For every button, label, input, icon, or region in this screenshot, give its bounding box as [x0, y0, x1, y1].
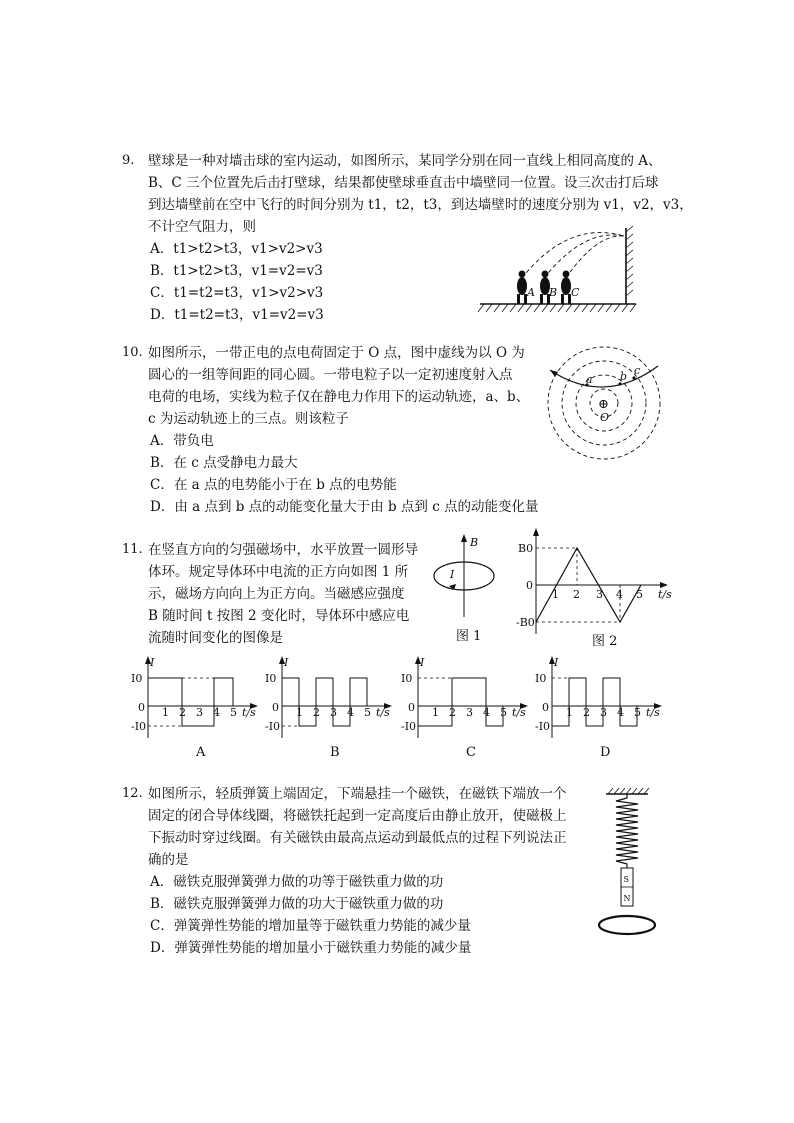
q11-answer-letter-d: D: [600, 745, 611, 760]
q11-d-tick-4: 4: [617, 706, 624, 719]
q11-a-tick-2: 2: [179, 706, 186, 719]
q11-answer-letter-c: C: [466, 745, 476, 760]
q11-c-tick-2: 2: [449, 706, 456, 719]
q11-b-tick-1: 1: [296, 706, 303, 719]
q11-d-tick-5: 5: [634, 706, 641, 719]
q11-c-i0: I0: [401, 672, 413, 685]
q10-label-b: b: [620, 370, 628, 383]
q11-stem-line-2: 体环。规定导体环中电流的正方向如图 1 所: [148, 564, 409, 580]
q11-figure-1: [432, 532, 502, 622]
q10-option-b: B．在 c 点受静电力最大: [150, 455, 298, 471]
q11-fig2-caption: 图 2: [592, 634, 618, 649]
q10-number: 10.: [122, 345, 143, 360]
q11-c-ylabel: I: [420, 656, 425, 669]
q12-option-d: D．弹簧弹性势能的增加量小于磁铁重力势能的减少量: [150, 940, 472, 956]
q12-option-a: A．磁铁克服弹簧弹力做的功等于磁铁重力做的功: [150, 874, 444, 890]
q11-answer-graph-a: [130, 654, 260, 740]
q11-number: 11.: [122, 542, 143, 557]
q11-b-tick-3: 3: [330, 706, 337, 719]
q12-stem-line-2: 固定的闭合导体线圈，将磁铁托起到一定高度后由静止放开，使磁极上: [148, 808, 567, 824]
q12-magnet-n: N: [623, 894, 631, 903]
q11-b-tick-5: 5: [364, 706, 371, 719]
q9-option-b: B．t1>t2>t3，v1=v2=v3: [150, 263, 323, 279]
q11-c-origin: 0: [408, 701, 415, 714]
q11-fig2-b0: B0: [518, 542, 534, 555]
q11-stem-line-3: 示，磁场方向向上为正方向。当磁感应强度: [148, 586, 405, 602]
q9-option-a: A．t1>t2>t3，v1>v2>v3: [150, 241, 323, 257]
q11-b-axis: t/s: [376, 706, 390, 719]
q11-a-tick-5: 5: [230, 706, 237, 719]
q11-a-axis: t/s: [242, 706, 256, 719]
q11-stem-line-4: B 随时间 t 按图 2 变化时，导体环中感应电: [148, 608, 410, 624]
q11-d-ylabel: I: [554, 656, 559, 669]
q9-option-c: C．t1=t2=t3，v1>v2>v3: [150, 285, 324, 301]
q11-a-neg-i0: -I0: [131, 720, 147, 733]
q10-stem-line-4: c 为运动轨迹上的三点。则该粒子: [148, 411, 349, 427]
q11-fig1-caption: 图 1: [456, 629, 482, 644]
q11-a-tick-4: 4: [213, 706, 220, 719]
q11-fig1-label-b: B: [470, 536, 479, 549]
q9-label-b: B: [549, 286, 558, 299]
q12-magnet-s: S: [623, 875, 629, 884]
q11-b-i0: I0: [265, 672, 277, 685]
q11-b-neg-i0: -I0: [265, 720, 281, 733]
q10-option-a: A．带负电: [150, 433, 214, 449]
q11-fig2-tick-1: 1: [552, 588, 559, 601]
q11-answer-letter-b: B: [330, 745, 340, 760]
q11-a-tick-1: 1: [162, 706, 169, 719]
q11-d-neg-i0: -I0: [535, 720, 551, 733]
q11-b-ylabel: I: [284, 656, 289, 669]
q12-stem-line-3: 下振动时穿过线圈。有关磁铁由最高点运动到最低点的过程下列说法正: [148, 830, 567, 846]
q11-fig2-neg-b0: -B0: [516, 616, 535, 629]
q11-d-i0: I0: [535, 672, 547, 685]
q12-number: 12.: [122, 786, 143, 801]
q9-stem-line-3: 到达墙壁前在空中飞行的时间分别为 t1，t2，t3，到达墙壁时的速度分别为 v1，v2，v3，: [148, 197, 693, 213]
q10-option-d: D．由 a 点到 b 点的动能变化量大于由 b 点到 c 点的动能变化量: [150, 499, 539, 515]
q11-fig1-label-i: I: [450, 568, 455, 581]
q11-fig2-tick-5: 5: [636, 588, 643, 601]
q10-field-figure: [544, 340, 668, 464]
q9-label-c: C: [571, 286, 580, 299]
q10-stem-line-3: 电荷的电场，实线为粒子仅在静电力作用下的运动轨迹，a、b、: [148, 389, 530, 405]
q11-c-tick-3: 3: [466, 706, 473, 719]
q11-b-tick-2: 2: [313, 706, 320, 719]
q9-squash-figure: [476, 226, 656, 318]
q12-spring-magnet-figure: [596, 786, 660, 940]
q12-stem-line-4: 确的是: [148, 852, 189, 868]
q11-answer-graph-c: [400, 654, 530, 740]
q11-a-i0: I0: [131, 672, 143, 685]
q10-stem-line-2: 圆心的一组等间距的同心圆。一带电粒子以一定初速度射入点: [148, 367, 513, 383]
q9-option-d: D．t1=t2=t3，v1=v2=v3: [150, 307, 324, 323]
q11-fig2-tick-2: 2: [573, 588, 580, 601]
q10-label-a: a: [586, 373, 593, 386]
q11-fig2-origin: 0: [526, 579, 533, 592]
q11-stem-line-1: 在竖直方向的匀强磁场中，水平放置一圆形导: [148, 542, 418, 558]
q11-fig2-tick-3: 3: [596, 588, 603, 601]
q9-stem-line-2: B、C 三个位置先后击打壁球，结果都使壁球垂直击中墙壁同一位置。设三次击打后球: [148, 175, 659, 191]
q11-d-tick-3: 3: [600, 706, 607, 719]
q11-answer-letter-a: A: [196, 745, 206, 760]
q9-stem-line-1: 壁球是一种对墙击球的室内运动，如图所示，某同学分别在同一直线上相同高度的 A、: [148, 153, 662, 169]
q12-option-b: B．磁铁克服弹簧弹力做的功大于磁铁重力做的功: [150, 896, 444, 912]
q12-option-c: C．弹簧弹性势能的增加量等于磁铁重力势能的减少量: [150, 918, 471, 934]
q9-stem-line-4: 不计空气阻力，则: [148, 219, 256, 235]
q11-d-tick-2: 2: [583, 706, 590, 719]
q12-stem-line-1: 如图所示，轻质弹簧上端固定，下端悬挂一个磁铁，在磁铁下端放一个: [148, 786, 567, 802]
q11-fig2-axis: t/s: [658, 588, 672, 601]
q11-b-tick-4: 4: [347, 706, 354, 719]
q10-option-c: C．在 a 点的电势能小于在 b 点的电势能: [150, 477, 397, 493]
q11-a-origin: 0: [138, 701, 145, 714]
q11-c-neg-i0: -I0: [401, 720, 417, 733]
q11-a-ylabel: I: [150, 656, 155, 669]
q10-stem-line-1: 如图所示，一带正电的点电荷固定于 O 点，图中虚线为以 O 为: [148, 345, 525, 361]
q9-label-a: A: [527, 286, 535, 299]
q11-c-tick-5: 5: [500, 706, 507, 719]
q10-label-c: c: [634, 364, 641, 377]
q10-label-o: O: [600, 411, 610, 424]
q11-d-tick-1: 1: [566, 706, 573, 719]
q11-d-axis: t/s: [646, 706, 660, 719]
q11-fig2-tick-4: 4: [616, 588, 623, 601]
q11-c-axis: t/s: [512, 706, 526, 719]
q11-figure-2: [516, 524, 676, 636]
q11-stem-line-5: 流随时间变化的图像是: [148, 630, 283, 646]
q11-c-tick-1: 1: [432, 706, 439, 719]
q9-number: 9.: [122, 153, 135, 168]
q11-a-tick-3: 3: [196, 706, 203, 719]
q11-b-origin: 0: [272, 701, 279, 714]
q11-answer-graph-b: [264, 654, 394, 740]
q11-d-origin: 0: [542, 701, 549, 714]
q10-charge-symbol: ⊕: [598, 397, 609, 412]
q11-answer-graph-d: [534, 654, 664, 740]
q11-c-tick-4: 4: [483, 706, 490, 719]
